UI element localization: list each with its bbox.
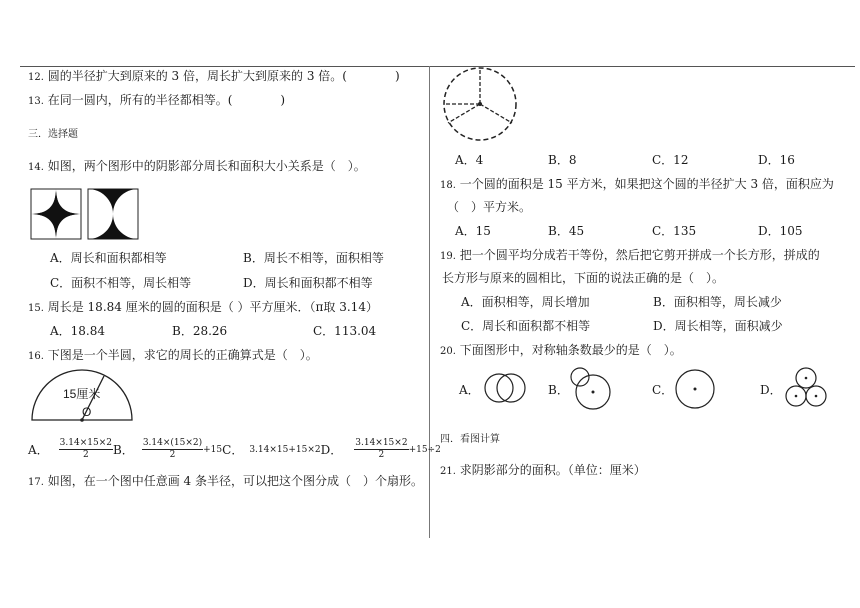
- q16-options: A． $\frac{3.14\times 15\times 2}{2}$ B． $\frac{3.14\times(15\times 2)}{2}$ +15 C． 3.14×15+15×2 D． $\frac{3.14\times 15\times 2}{2}$ +15÷2: [28, 438, 441, 460]
- q18-option-b[interactable]: B．45: [548, 224, 585, 238]
- question-18: 18. 一个圆的面积是 15 平方米，如果把这个圆的半径扩大 3 倍，面积应为: [440, 177, 834, 191]
- question-15: 15. 周长是 18.84 厘米的圆的面积是（ ）平方厘米．（π取 3.14）: [28, 300, 378, 314]
- q20-option-b[interactable]: B．: [548, 383, 569, 397]
- q20-figure-b: [566, 365, 614, 411]
- q20-figure-d: [780, 365, 832, 413]
- question-14: 14. 如图，两个图形中的阴影部分周长和面积大小关系是（ ）。: [28, 159, 366, 173]
- q15-option-a[interactable]: A．18.84: [50, 324, 106, 338]
- q14-option-d[interactable]: D．周长和面积都不相等: [243, 276, 373, 290]
- question-17: 17. 如图，在一个图中任意画 4 条半径，可以把这个图分成（ ）个扇形。: [28, 474, 424, 488]
- q17-circle-figure: [438, 66, 522, 144]
- q16-semicircle-figure: [30, 368, 134, 424]
- q18-option-a[interactable]: A．15: [455, 224, 491, 238]
- q15-option-c[interactable]: C．113.04: [313, 324, 377, 338]
- q20-option-a[interactable]: A．: [459, 383, 480, 397]
- q15-option-b[interactable]: B．28.26: [172, 324, 228, 338]
- q16-option-c[interactable]: C．: [222, 443, 244, 457]
- section-choice-heading: 三．选择题: [28, 129, 78, 140]
- q16-option-b[interactable]: B．: [112, 443, 134, 457]
- q14-shaded-figures: [30, 188, 140, 240]
- q19-option-d[interactable]: D．周长相等，面积减少: [653, 319, 783, 333]
- q16-option-a[interactable]: A．: [28, 443, 49, 457]
- q14-option-c[interactable]: C．面积不相等，周长相等: [50, 276, 192, 290]
- q14-option-a[interactable]: A．周长和面积都相等: [50, 251, 167, 265]
- q20-option-c[interactable]: C．: [652, 383, 674, 397]
- center-label: O: [82, 405, 92, 419]
- radius-label: 15厘米: [63, 387, 101, 401]
- q16-b-fraction: $\frac{3.14\times(15\times 2)}{2}$: [142, 438, 203, 460]
- section-picture-calc-heading: 四．看图计算: [440, 434, 500, 445]
- q20-figure-c: [672, 367, 718, 411]
- q17-option-d[interactable]: D．16: [758, 153, 795, 167]
- q19-option-c[interactable]: C．周长和面积都不相等: [461, 319, 591, 333]
- question-16: 16. 下图是一个半圆，求它的周长的正确算式是（ ）。: [28, 348, 318, 362]
- q19-option-a[interactable]: A．面积相等，周长增加: [461, 295, 590, 309]
- question-12: 12. 圆的半径扩大到原来的 3 倍，周长扩大到原来的 3 倍。( ): [28, 69, 400, 83]
- question-19-line2: 长方形与原来的圆相比，下面的说法正确的是（ ）。: [442, 271, 725, 285]
- question-18-line2: （ ）平方米。: [447, 200, 532, 214]
- q17-option-a[interactable]: A．4: [455, 153, 484, 167]
- q16-a-fraction: $\frac{3.14\times 15\times 2}{2}$: [59, 438, 112, 460]
- q18-option-c[interactable]: C．135: [652, 224, 697, 238]
- question-19: 19. 把一个圆平均分成若干等份，然后把它剪开拼成一个长方形，拼成的: [440, 248, 820, 262]
- q18-option-d[interactable]: D．105: [758, 224, 803, 238]
- q17-option-c[interactable]: C．12: [652, 153, 689, 167]
- q16-option-d[interactable]: D．: [320, 443, 343, 457]
- q20-option-d[interactable]: D．: [760, 383, 782, 397]
- q19-option-b[interactable]: B．面积相等，周长减少: [653, 295, 782, 309]
- q14-option-b[interactable]: B．周长不相等，面积相等: [243, 251, 384, 265]
- question-20: 20. 下面图形中，对称轴条数最少的是（ ）。: [440, 343, 682, 357]
- q20-figure-a: [482, 369, 528, 407]
- question-21: 21. 求阴影部分的面积。（单位：厘米）: [440, 463, 646, 477]
- question-13: 13. 在同一圆内，所有的半径都相等。( ): [28, 93, 286, 107]
- column-divider: [429, 66, 430, 538]
- q16-d-fraction: $\frac{3.14\times 15\times 2}{2}$: [355, 438, 408, 460]
- q17-option-b[interactable]: B．8: [548, 153, 577, 167]
